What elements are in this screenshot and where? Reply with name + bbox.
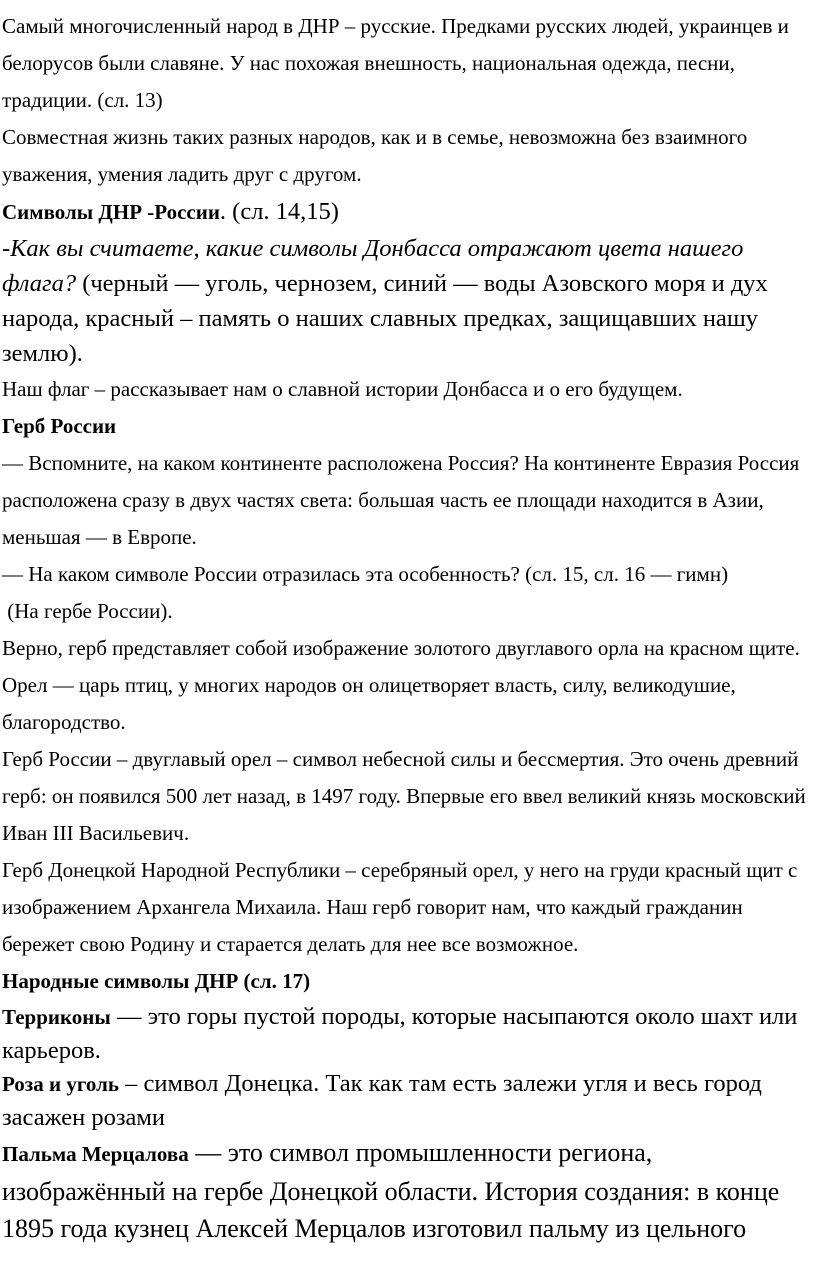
paragraph-flag-question — [2, 231, 808, 371]
paragraph-symbol-question: — На каком символе России отразилась эта особенность? (сл. 15, сл. 16 — гимн) — [2, 562, 729, 586]
symbols-heading-slides: . (сл. 14,15) — [219, 198, 339, 225]
paragraph-continent: — Вспомните, на каком континенте расположена Россия? На континенте Евразия Россия расположена сразу в двух частях света: большая часть ее площади находится в Азии, меньшая — в Европе. — [2, 451, 805, 549]
mertsalov-palm-definition: — это символ промышленности региона, изображённый на гербе Донецкой области. История создания: в конце 1895 года кузнец Алексей Мерцалов изготовил пальму из цельного — [2, 1138, 786, 1243]
coat-of-arms-heading-bold: Герб России — [2, 414, 117, 438]
paragraph-mutual-respect: Совместная жизнь таких разных народов, как и в семье, невозможна без взаимного уважения, умения ладить друг с другом. — [2, 125, 753, 186]
rose-and-coal-definition: – символ Донецка. Так как там есть залежи угля и весь город засажен розами — [2, 1070, 769, 1131]
rose-and-coal-term: Роза и уголь — [2, 1072, 119, 1096]
mertsalov-palm-term: Пальма Мерцалова — [2, 1142, 189, 1166]
terrikony-term: Терриконы — [2, 1005, 111, 1029]
paragraph-terrikony — [2, 1000, 808, 1067]
flag-question-italic: -Как вы считаете, какие символы Донбасса отражают цвета нашего флага? — [2, 235, 750, 297]
heading-folk-symbols — [2, 963, 808, 1000]
paragraph-eagle-history: Герб России – двуглавый орел – символ небесной силы и бессмертия. Это очень древний герб: он появился 500 лет назад, в 1497 году. Впервые его ввел великий князь московский Иван III Васильевич. — [2, 747, 811, 845]
paragraph-peoples: Самый многочисленный народ в ДНР – русские. Предками русских людей, украинцев и белорусов были славяне. У нас похожая внешность, национальная одежда, песни, традиции. (сл. 13) — [2, 14, 795, 112]
heading-coat-of-arms-russia — [2, 408, 808, 445]
flag-question-answer: (черный — уголь, чернозем, синий — воды Азовского моря и дух народа, красный – память о наших славных предках, защищавших нашу землю). — [2, 270, 774, 367]
paragraph-dnr-coat-of-arms: Герб Донецкой Народной Республики – серебряный орел, у него на груди красный щит с изображением Архангела Михаила. Наш герб говорит нам, что каждый гражданин бережет свою Родину и старается делать для нее все возможное. — [2, 858, 803, 956]
paragraph-rose-and-coal — [2, 1067, 808, 1134]
folk-symbols-heading-bold: Народные символы ДНР (сл. 17) — [2, 969, 311, 993]
paragraph-on-coat-of-arms: (На гербе России). — [2, 599, 173, 623]
symbols-heading-bold: Символы ДНР -России — [2, 200, 220, 224]
paragraph-flag-story: Наш флаг – рассказывает нам о славной истории Донбасса и о его будущем. — [2, 377, 683, 401]
paragraph-mertsalov-palm — [2, 1134, 808, 1247]
paragraph-symbols-heading — [2, 193, 808, 231]
paragraph-eagle-description: Верно, герб представляет собой изображение золотого двуглавого орла на красном щите. Орел — царь птиц, у многих народов он олицетворяет власть, силу, великодушие, благородство. — [2, 636, 806, 734]
terrikony-definition: — это горы пустой породы, которые насыпаются около шахт или карьеров. — [2, 1003, 804, 1064]
